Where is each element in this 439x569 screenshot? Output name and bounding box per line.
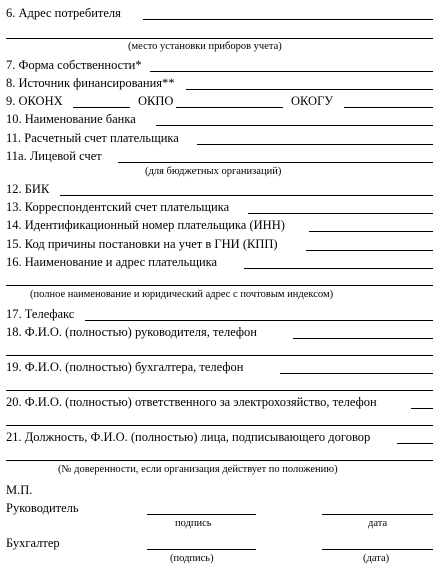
field-19-label: 19. Ф.И.О. (полностью) бухгалтера, телефон — [6, 360, 244, 374]
director-date-caption: дата — [368, 518, 388, 529]
field-15-input-line[interactable] — [306, 250, 433, 251]
field-14-input-line[interactable] — [309, 231, 433, 232]
accountant-signature-caption: (подпись) — [170, 553, 214, 564]
field-7-label: 7. Форма собственности* — [6, 58, 142, 72]
field-15-label: 15. Код причины постановки на учет в ГНИ (КПП) — [6, 237, 278, 251]
field-10-label: 10. Наименование банка — [6, 112, 136, 126]
field-20-input-line[interactable] — [411, 408, 433, 409]
field-11-label: 11. Расчетный счет плательщика — [6, 131, 179, 145]
field-11a-hint: (для бюджетных организаций) — [145, 166, 282, 177]
director-label: Руководитель — [6, 501, 79, 515]
field-13-input-line[interactable] — [248, 213, 433, 214]
field-9-okonh-input-line[interactable] — [73, 107, 130, 108]
field-9-okogu-input-line[interactable] — [344, 107, 433, 108]
accountant-date-caption: (дата) — [363, 553, 390, 564]
field-20-label: 20. Ф.И.О. (полностью) ответственного за электрохозяйство, телефон — [6, 395, 377, 409]
field-6-label: 6. Адрес потребителя — [6, 6, 121, 20]
accountant-signature-line[interactable] — [147, 549, 256, 550]
field-8-label: 8. Источник финансирования** — [6, 76, 175, 90]
field-18-label: 18. Ф.И.О. (полностью) руководителя, телефон — [6, 325, 257, 339]
field-11a-label: 11а. Лицевой счет — [6, 149, 102, 163]
field-21-input-line-2[interactable] — [6, 460, 433, 461]
field-9-okonh-label: 9. ОКОНХ — [6, 94, 63, 108]
field-12-input-line[interactable] — [60, 195, 433, 196]
director-signature-caption: подпись — [175, 518, 212, 529]
field-18-input-line[interactable] — [293, 338, 433, 339]
field-17-label: 17. Телефакс — [6, 307, 75, 321]
field-16-label: 16. Наименование и адрес плательщика — [6, 255, 218, 269]
field-6-input-line-2[interactable] — [6, 38, 433, 39]
field-21-input-line[interactable] — [397, 443, 433, 444]
field-10-input-line[interactable] — [156, 125, 433, 126]
field-11-input-line[interactable] — [197, 144, 433, 145]
field-12-label: 12. БИК — [6, 182, 50, 196]
field-16-input-line[interactable] — [244, 268, 433, 269]
director-date-line[interactable] — [322, 514, 433, 515]
field-17-input-line[interactable] — [85, 320, 433, 321]
field-21-label: 21. Должность, Ф.И.О. (полностью) лица, подписывающего договор — [6, 430, 371, 444]
field-9-okpo-input-line[interactable] — [176, 107, 283, 108]
field-7-input-line[interactable] — [150, 71, 433, 72]
accountant-date-line[interactable] — [322, 549, 433, 550]
field-9-okogu-label: ОКОГУ — [291, 94, 334, 108]
field-6-input-line[interactable] — [143, 19, 433, 20]
director-signature-line[interactable] — [147, 514, 256, 515]
field-16-input-line-2[interactable] — [6, 285, 433, 286]
stamp-place-label: М.П. — [6, 483, 33, 497]
field-11a-input-line[interactable] — [118, 162, 433, 163]
field-18-input-line-2[interactable] — [6, 355, 433, 356]
field-14-label: 14. Идентификационный номер плательщика (ИНН) — [6, 218, 285, 232]
field-19-input-line[interactable] — [280, 373, 433, 374]
field-21-hint: (№ доверенности, если организация действует по положению) — [58, 464, 338, 475]
field-16-hint: (полное наименование и юридический адрес с почтовым индексом) — [30, 289, 334, 300]
field-20-input-line-2[interactable] — [6, 425, 433, 426]
field-19-input-line-2[interactable] — [6, 390, 433, 391]
field-6-hint: (место установки приборов учета) — [128, 41, 282, 52]
field-8-input-line[interactable] — [186, 89, 433, 90]
field-13-label: 13. Корреспондентский счет плательщика — [6, 200, 230, 214]
accountant-label: Бухгалтер — [6, 536, 60, 550]
field-9-okpo-label: ОКПО — [138, 94, 174, 108]
